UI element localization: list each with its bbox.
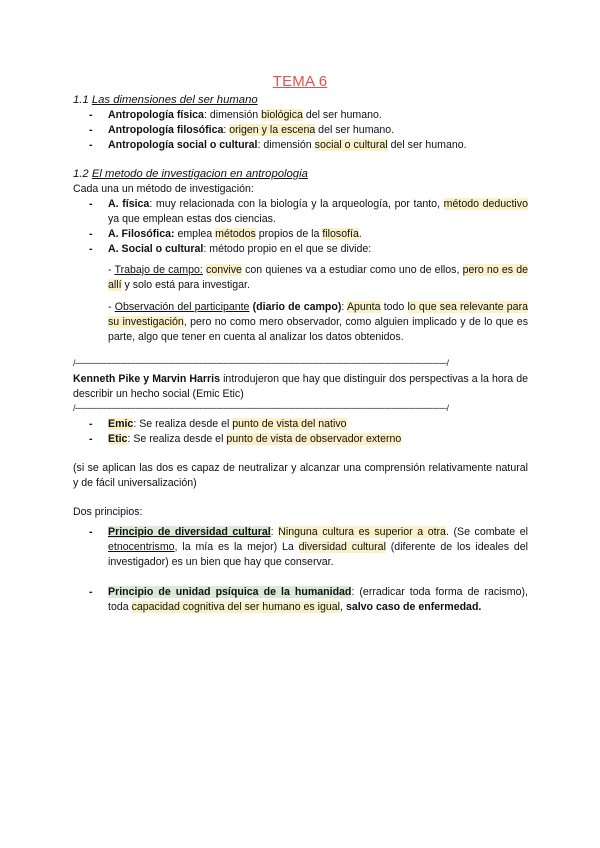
item-text: : dimensión [203,109,262,121]
item-text: (diferente de los ideales del investigador) es un bien que hay que conservar. [108,541,528,568]
item-label: Etic [108,433,128,445]
section-1-2-heading [73,167,528,182]
item-text: emplea [174,228,216,240]
principles-list [73,525,528,615]
paragraph-text: : [341,301,347,313]
list-item [73,432,528,447]
item-text: , la mía es la mejor) La [174,541,299,553]
term: Observación del participante [114,301,250,313]
section-1-1 [73,93,528,153]
pike-harris-paragraph [73,372,528,402]
item-label: Antropología física [108,109,204,121]
item-text: : (erradicar toda forma de racismo), toda [108,586,528,613]
separator-line: /-----------------------------------------------------------------------------------------------------------------------------------------------------------/ [73,358,449,368]
highlight: métodos [215,228,256,240]
list-item [73,138,528,153]
dimensions-list [73,108,528,153]
list-item [73,417,528,432]
principles-intro: Dos principios: [73,506,143,518]
highlight: diversidad cultural [298,541,386,553]
paragraph-text: y solo está para investigar. [121,279,250,291]
fieldwork-paragraph [73,263,528,293]
term: Trabajo de campo: [114,264,203,276]
separator-line: /-----------------------------------------------------------------------------------------------------------------------------------------------------------/ [73,403,449,413]
section-1-2 [73,167,528,345]
item-text: : Se realiza desde el [133,418,233,430]
item-label: Principio de unidad psíquica de la humanidad [108,586,352,598]
item-text: : [270,526,279,538]
section-1-1-heading [73,93,528,108]
list-item [73,108,528,123]
item-label: A. Social o cultural [108,243,204,255]
dash: - [108,264,115,276]
term: etnocentrismo [108,541,175,553]
list-item [73,585,528,615]
bold-text: salvo caso de enfermedad. [345,601,482,613]
highlight: Apunta [346,301,381,313]
item-text: . (Se combate el [445,526,528,538]
item-text: del ser humano. [387,139,467,151]
item-text: : método propio en el que se divide: [203,243,372,255]
highlight: biológica [261,109,303,121]
item-text: : [223,124,230,136]
highlight: social o cultural [314,139,388,151]
principles-block [73,525,528,615]
item-text: del ser humano. [315,124,395,136]
item-label: Antropología social o cultural [108,139,258,151]
item-text: , [340,601,346,613]
item-text: : Se realiza desde el [127,433,227,445]
item-label: Emic [108,418,134,430]
paragraph-text: , pero no como mero observador, como alguien implicado y de lo que es parte, algo que tener en cuenta al analizar los datos obtenidos. [108,316,528,343]
section-intro: Cada una un método de investigación: [73,183,254,195]
highlight: Ninguna cultura es superior a otra [278,526,446,538]
document-title: TEMA 6 [272,73,328,90]
emic-etic-block [73,417,528,447]
item-text: : muy relacionada con la biología y la arqueología, por tanto, [149,198,444,210]
paragraph-text: todo [380,301,408,313]
highlight: lo que sea relevante para su investigación [108,301,528,328]
dash: - [108,301,115,313]
section-title: El metodo de investigacion en antropologia [91,168,308,180]
highlight: método deductivo [443,198,528,210]
paragraph-text: con quienes va a estudiar como uno de ellos, [241,264,463,276]
section-number: 1.2 [73,168,92,180]
item-label: Antropología filosófica [108,124,224,136]
note-paragraph: (si se aplican las dos es capaz de neutralizar y alcanzar una comprensión relativamente natural y de fácil universalización) [73,462,528,489]
authors: Kenneth Pike y Marvin Harris [73,373,221,385]
paragraph-text: introdujeron que hay que distinguir dos perspectivas a la hora de describir un hecho social (Emic Etic) [73,373,529,400]
highlight: convive [206,264,242,276]
item-text: propios de la [255,228,323,240]
highlight: pero no es de allí [108,264,528,291]
section-number: 1.1 [73,94,92,106]
item-text: del ser humano. [302,109,382,121]
highlight: capacidad cognitiva del ser humano es igual [131,601,341,613]
methods-list [73,197,528,257]
highlight: punto de vista del nativo [232,418,347,430]
highlight: origen y la escena [229,124,316,136]
highlight: punto de vista de observador externo [226,433,402,445]
participant-observation-paragraph [73,300,528,345]
item-label: A. física [108,198,150,210]
list-item [73,242,528,257]
item-text: . [358,228,362,240]
list-item [73,123,528,138]
item-label: Principio de diversidad cultural [108,526,271,538]
item-text: : dimensión [257,139,315,151]
list-item [73,525,528,570]
item-label: A. Filosófica: [108,228,175,240]
bold-text: (diario de campo) [249,301,342,313]
list-item [73,197,528,227]
list-item [73,227,528,242]
item-text: ya que emplean estas dos ciencias. [108,213,276,225]
section-title: Las dimensiones del ser humano [91,94,258,106]
highlight: filosofía [322,228,359,240]
emic-etic-list [73,417,528,447]
